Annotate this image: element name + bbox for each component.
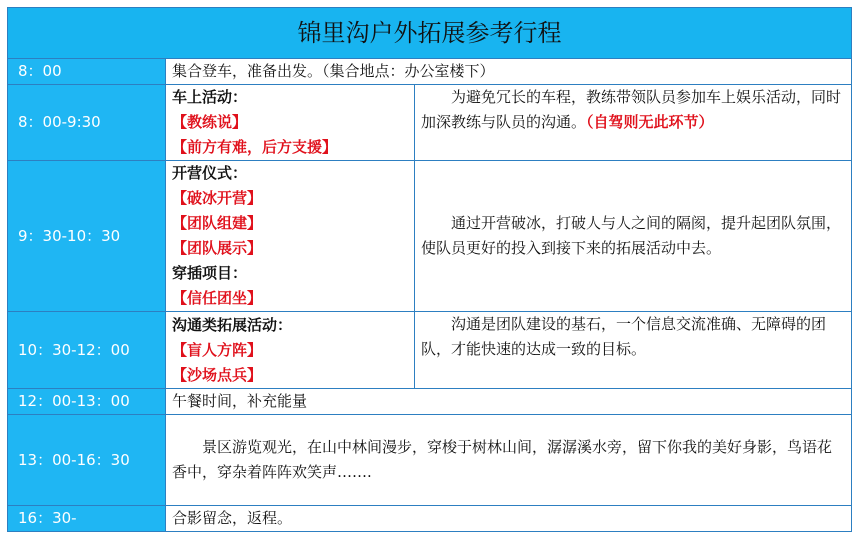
activity-cell: 景区游览观光，在山中林间漫步，穿梭于树林山间，潺潺溪水旁，留下你我的美好身影，鸟语花香中，穿杂着阵阵欢笑声…….: [166, 415, 852, 506]
table-row: [8, 415, 852, 506]
time-cell: 13：00-16：30: [8, 415, 166, 506]
page-title: 锦里沟户外拓展参考行程: [8, 8, 852, 59]
table-row: [8, 59, 852, 85]
activity-item: 【团队展示】: [172, 239, 263, 257]
table-row: [8, 85, 852, 161]
time-cell: 10：30-12：00: [8, 312, 166, 389]
table-row: [8, 506, 852, 532]
activity-item: 【前方有难，后方支援】: [172, 138, 338, 156]
time-cell: 8：00: [8, 59, 166, 85]
activity-item: 【团队组建】: [172, 214, 263, 232]
itinerary-document: [7, 7, 851, 532]
activity-item: 【信任团坐】: [172, 289, 263, 307]
description-note: （自驾则无此环节）: [586, 113, 714, 131]
activity-item: 【破冰开营】: [172, 189, 263, 207]
time-cell: 9：30-10：30: [8, 161, 166, 312]
description-cell: [415, 85, 852, 161]
activity-cell: [166, 312, 415, 389]
table-row: [8, 161, 852, 312]
activity-cell: 午餐时间，补充能量: [166, 389, 852, 415]
time-cell: 12：00-13：00: [8, 389, 166, 415]
activity-item: 【教练说】: [172, 113, 248, 131]
activity-heading: 开营仪式：: [172, 164, 248, 182]
activity-heading: 车上活动：: [172, 88, 248, 106]
time-cell: 8：00-9:30: [8, 85, 166, 161]
itinerary-table: [7, 7, 852, 532]
description-cell: 沟通是团队建设的基石，一个信息交流准确、无障碍的团队，才能快速的达成一致的目标。: [415, 312, 852, 389]
activity-cell: [166, 85, 415, 161]
activity-item: 【沙场点兵】: [172, 365, 263, 384]
time-cell: 16：30-: [8, 506, 166, 532]
activity-item: 【盲人方阵】: [172, 340, 263, 359]
activity-cell: 集合登车，准备出发。（集合地点：办公室楼下）: [166, 59, 852, 85]
activity-cell: [166, 161, 415, 312]
description-text: 为避免冗长的车程，教练带领队员参加车上娱乐活动，同时加深教练与队员的沟通。: [421, 88, 842, 131]
activity-heading: 穿插项目：: [172, 264, 248, 282]
title-row: [8, 8, 852, 59]
activity-heading: 沟通类拓展活动：: [172, 315, 293, 334]
table-row: [8, 312, 852, 389]
description-cell: 通过开营破冰，打破人与人之间的隔阂，提升起团队氛围，使队员更好的投入到接下来的拓展活动中去。: [415, 161, 852, 312]
table-row: [8, 389, 852, 415]
activity-cell: 合影留念，返程。: [166, 506, 852, 532]
